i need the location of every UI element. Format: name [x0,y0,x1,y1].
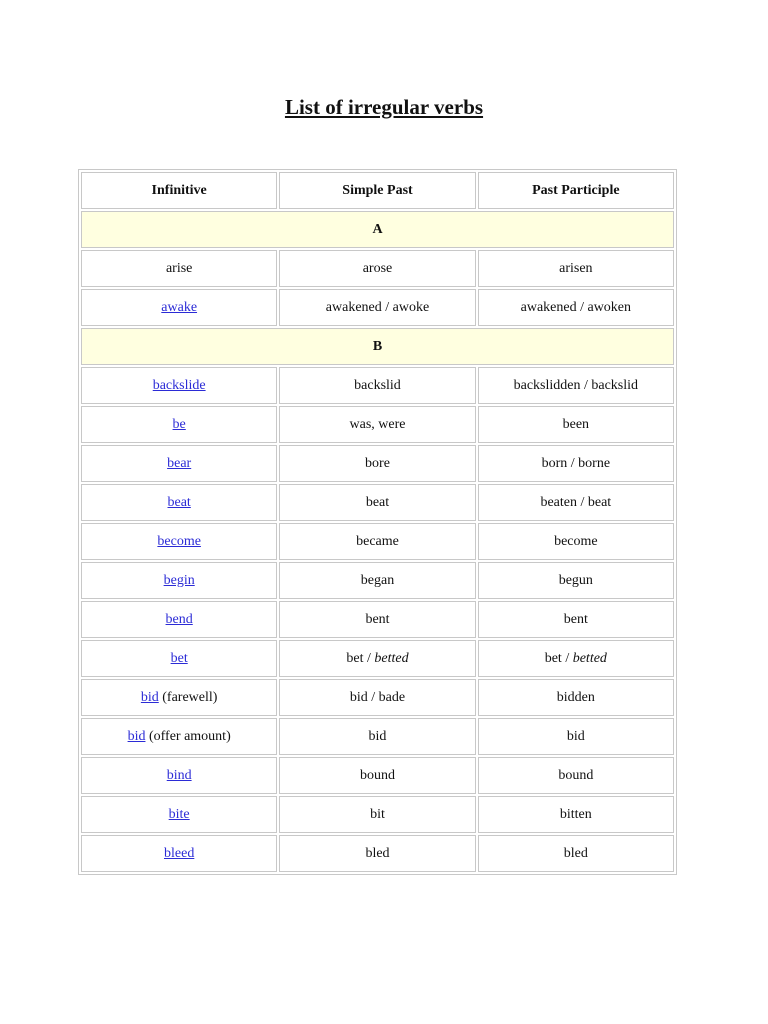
simple-past-cell [279,562,475,599]
past-participle-cell [478,484,674,521]
simple-past-cell [279,757,475,794]
simple-past-cell [279,367,475,404]
verb-link[interactable]: bid [127,728,146,744]
simple-past-text: bled [365,845,390,861]
past-participle-cell [478,523,674,560]
simple-past-text: awakened / awoke [325,299,430,315]
simple-past-text: bent [365,611,390,627]
simple-past-cell [279,835,475,872]
verb-link[interactable]: bid [140,689,159,705]
past-participle-text: bled [563,845,588,861]
simple-past-text: bore [365,455,390,471]
simple-past-text: bound [359,767,395,783]
infinitive-cell [81,835,277,872]
simple-past-text: bid / bade [349,689,406,705]
verb-link[interactable]: bind [166,767,192,783]
simple-past-cell [279,679,475,716]
simple-past-text: arose [362,260,393,276]
simple-past-cell [279,406,475,443]
infinitive-cell [81,640,277,677]
table-row [81,367,674,404]
infinitive-cell [81,796,277,833]
simple-past-cell [279,640,475,677]
verb-link[interactable]: bend [165,611,193,627]
table-row [81,835,674,872]
infinitive-cell [81,406,277,443]
past-participle-text: bid [566,728,585,744]
simple-past-cell [279,484,475,521]
infinitive-cell [81,250,277,287]
infinitive-cell [81,445,277,482]
table-row [81,757,674,794]
simple-past-text: beat [365,494,390,510]
table-row [81,718,674,755]
simple-past-cell [279,796,475,833]
past-participle-text: bet / [544,650,573,666]
simple-past-text: began [360,572,395,588]
past-participle-text: backslidden / backslid [513,377,639,393]
simple-past-text: bet / [346,650,375,666]
verb-note: (offer amount) [145,728,231,744]
past-participle-text: beaten / beat [540,494,612,510]
past-participle-cell [478,796,674,833]
past-participle-text: become [554,533,598,549]
past-participle-cell [478,757,674,794]
table-header-row [81,172,674,209]
simple-past-text: backslid [354,377,401,393]
table-body [81,211,674,872]
past-participle-text: bent [563,611,588,627]
verb-link[interactable]: awake [161,299,198,315]
table-row [81,601,674,638]
verb-link[interactable]: backslide [152,377,206,393]
infinitive-cell [81,601,277,638]
simple-past-text: became [356,533,399,549]
simple-past-text: bit [370,806,385,822]
infinitive-cell [81,367,277,404]
past-participle-cell [478,718,674,755]
infinitive-cell [81,562,277,599]
simple-past-alt: betted [374,650,409,666]
table-row [81,250,674,287]
simple-past-cell [279,250,475,287]
infinitive-cell [81,757,277,794]
header-past-participle: Past Participle [478,172,674,209]
table-row [81,796,674,833]
header-simple-past: Simple Past [279,172,475,209]
simple-past-cell [279,718,475,755]
table-row [81,289,674,326]
table-row [81,523,674,560]
past-participle-cell [478,406,674,443]
infinitive-cell [81,718,277,755]
verb-link[interactable]: beat [167,494,191,510]
infinitive-cell [81,523,277,560]
past-participle-text: arisen [559,260,593,276]
verb-text: arise [165,260,193,276]
simple-past-text: was, were [349,416,406,432]
past-participle-text: awakened / awoken [520,299,632,315]
past-participle-text: born / borne [541,455,611,471]
verb-link[interactable]: bleed [164,845,195,861]
page-title: List of irregular verbs [284,95,484,119]
past-participle-text: bound [558,767,594,783]
simple-past-cell [279,289,475,326]
section-letter: A [81,211,674,248]
verb-link[interactable]: bear [167,455,192,471]
past-participle-text: begun [558,572,593,588]
simple-past-text: bid [368,728,387,744]
infinitive-cell [81,484,277,521]
past-participle-text: bitten [559,806,592,822]
table-row [81,484,674,521]
simple-past-cell [279,445,475,482]
table-row [81,640,674,677]
table-row [81,406,674,443]
header-infinitive: Infinitive [81,172,277,209]
section-header-row [81,328,674,365]
infinitive-cell [81,289,277,326]
irregular-verbs-table [78,169,677,875]
past-participle-cell [478,601,674,638]
verb-link[interactable]: become [157,533,201,549]
verb-note: (farewell) [158,689,218,705]
past-participle-cell [478,640,674,677]
past-participle-text: been [562,416,590,432]
verb-link[interactable]: bite [168,806,190,822]
section-header-row [81,211,674,248]
past-participle-cell [478,445,674,482]
verb-link[interactable]: be [172,416,186,432]
past-participle-alt: betted [572,650,607,666]
past-participle-cell [478,562,674,599]
infinitive-cell [81,679,277,716]
past-participle-cell [478,250,674,287]
verb-link[interactable]: bet [170,650,188,666]
section-letter: B [81,328,674,365]
past-participle-cell [478,289,674,326]
table-row [81,679,674,716]
verb-link[interactable]: begin [163,572,195,588]
simple-past-cell [279,523,475,560]
simple-past-cell [279,601,475,638]
past-participle-cell [478,835,674,872]
past-participle-text: bidden [556,689,595,705]
table-row [81,562,674,599]
table-row [81,445,674,482]
past-participle-cell [478,367,674,404]
past-participle-cell [478,679,674,716]
